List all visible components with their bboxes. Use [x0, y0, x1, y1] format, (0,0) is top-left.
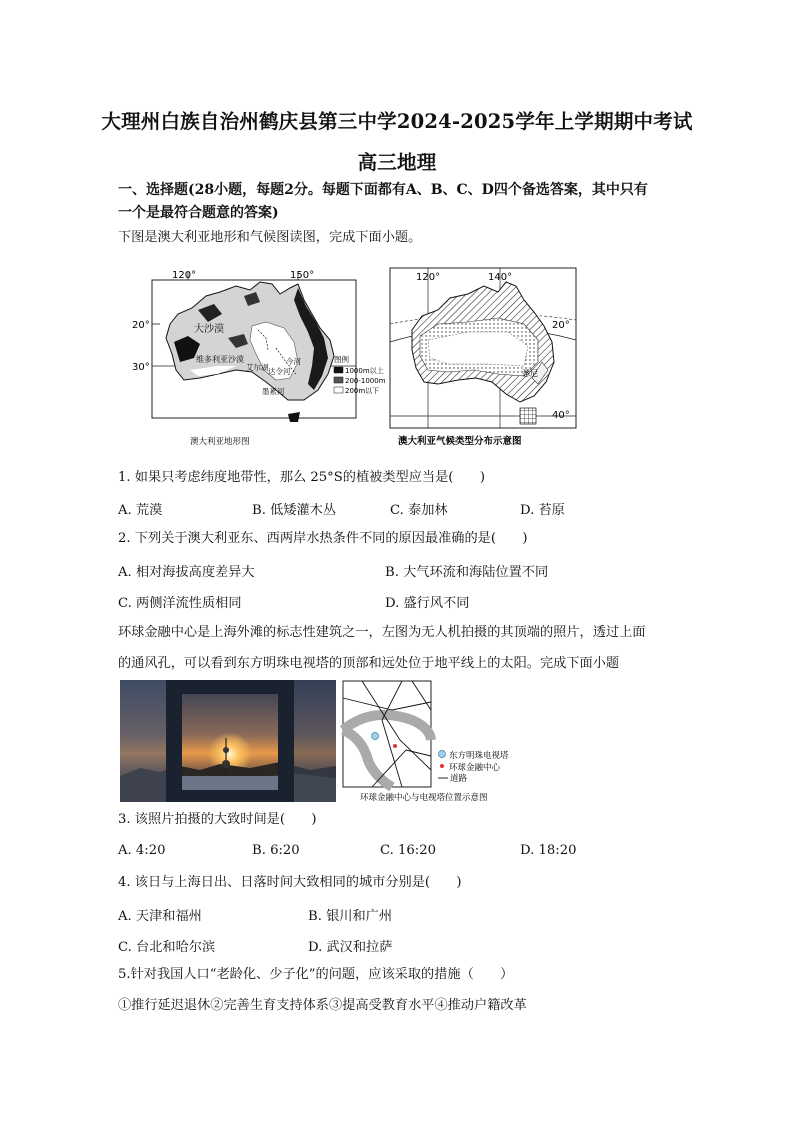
q3-option-c[interactable]: C. 16:20: [380, 843, 437, 858]
legend-swatch-low: [334, 387, 343, 393]
q1-option-b[interactable]: B. 低矮灌木丛: [252, 503, 337, 518]
legend-high: 1000m以上: [345, 367, 384, 375]
q3-option-d[interactable]: D. 18:20: [520, 843, 577, 858]
q1-option-c[interactable]: C. 泰加林: [390, 503, 448, 518]
legend-title: 图例: [334, 355, 349, 364]
position-diagram-caption: 环球金融中心与电视塔位置示意图: [360, 793, 488, 803]
q5-stem: 5.针对我国人口“老龄化、少子化”的问题，应该采取的措施（ ）: [118, 967, 514, 982]
tasmania-climate: [520, 408, 536, 424]
swfc-marker: [393, 744, 397, 748]
section-heading-line2: 一个是最符合题意的答案): [118, 205, 279, 221]
legend-mid: 200-1000m: [345, 377, 386, 385]
legend-swatch-high: [334, 367, 343, 373]
legend-tv-tower: 东方明珠电视塔: [449, 751, 509, 761]
swfc-drone-photo: [120, 680, 336, 802]
q4-stem: 4. 该日与上海日出、日落时间大致相同的城市分别是( ): [118, 875, 462, 890]
q4-option-b[interactable]: B. 银川和广州: [308, 909, 393, 924]
q5-items: ①推行延迟退休②完善生育支持体系③提高受教育水平④推动户籍改革: [118, 998, 527, 1013]
map2-lat-20: 20°: [552, 320, 570, 331]
q2-option-b[interactable]: B. 大气环流和海陆位置不同: [385, 565, 549, 580]
section-heading-line1: 一、选择题(28小题，每题2分。每题下面都有A、B、C、D四个备选答案，其中只有: [118, 182, 648, 198]
label-sydney: 悉尼: [522, 369, 538, 378]
map1-lon-120: 120°: [172, 270, 197, 281]
intro-shanghai-line1: 环球金融中心是上海外滩的标志性建筑之一，左图为无人机拍摄的其顶端的照片，透过上面: [118, 625, 646, 640]
label-murray: 墨累河: [262, 387, 285, 396]
aperture-bottom: [182, 776, 278, 790]
label-victoria-desert: 维多利亚沙漠: [196, 355, 244, 364]
exam-title: 大理州白族自治州鹤庆县第三中学2024-2025学年上学期期中考试: [101, 110, 693, 133]
q2-option-c[interactable]: C. 两侧洋流性质相同: [118, 596, 242, 611]
q3-option-b[interactable]: B. 6:20: [252, 843, 300, 858]
q1-stem: 1. 如果只考虑纬度地带性，那么 25°S的植被类型应当是( ): [118, 470, 485, 485]
q4-option-c[interactable]: C. 台北和哈尔滨: [118, 940, 216, 955]
map1-lon-150: 150°: [290, 270, 315, 281]
map1-lat-20: 20°: [132, 320, 150, 331]
australia-climate-map: [388, 266, 578, 450]
position-diagram: [342, 680, 532, 804]
arid-core: [428, 332, 528, 366]
legend-road: 道路: [450, 774, 468, 784]
label-great-desert: 大沙漠: [194, 324, 224, 335]
q1-option-d[interactable]: D. 苔原: [520, 503, 565, 518]
tv-tower-marker: [372, 733, 379, 740]
exam-subject: 高三地理: [357, 151, 437, 174]
terrain-map-caption: 澳大利亚地形图: [190, 437, 250, 447]
map2-lon-120: 120°: [416, 272, 441, 283]
label-eyre: 艾尔湖: [246, 363, 269, 372]
australia-terrain-map: [132, 266, 386, 448]
legend-swfc: 环球金融中心: [449, 763, 501, 773]
map1-lat-30: 30°: [132, 362, 150, 373]
legend-low: 200m以下: [345, 387, 380, 395]
intro-shanghai-line2: 的通风孔，可以看到东方明珠电视塔的顶部和远处位于地平线上的太阳。完成下面小题: [118, 656, 620, 671]
climate-map-caption: 澳大利亚气候类型分布示意图: [398, 436, 522, 447]
q3-option-a[interactable]: A. 4:20: [118, 843, 166, 858]
map2-lon-140: 140°: [488, 272, 513, 283]
q3-stem: 3. 该照片拍摄的大致时间是( ): [118, 812, 317, 827]
q2-stem: 2. 下列关于澳大利亚东、西两岸水热条件不同的原因最准确的是( ): [118, 531, 528, 546]
q4-option-d[interactable]: D. 武汉和拉萨: [308, 940, 393, 955]
intro-australia: 下图是澳大利亚地形和气候图读图，完成下面小题。: [118, 230, 422, 245]
label-darling: 达令河: [268, 367, 291, 376]
q4-option-a[interactable]: A. 天津和福州: [118, 909, 202, 924]
q2-option-a[interactable]: A. 相对海拔高度差异大: [118, 565, 255, 580]
q1-option-a[interactable]: A. 荒漠: [118, 503, 163, 518]
q2-option-d[interactable]: D. 盛行风不同: [385, 596, 470, 611]
label-jin-river: 今河: [286, 357, 301, 366]
map2-lat-40: 40°: [552, 410, 570, 421]
legend-swatch-mid: [334, 377, 343, 383]
